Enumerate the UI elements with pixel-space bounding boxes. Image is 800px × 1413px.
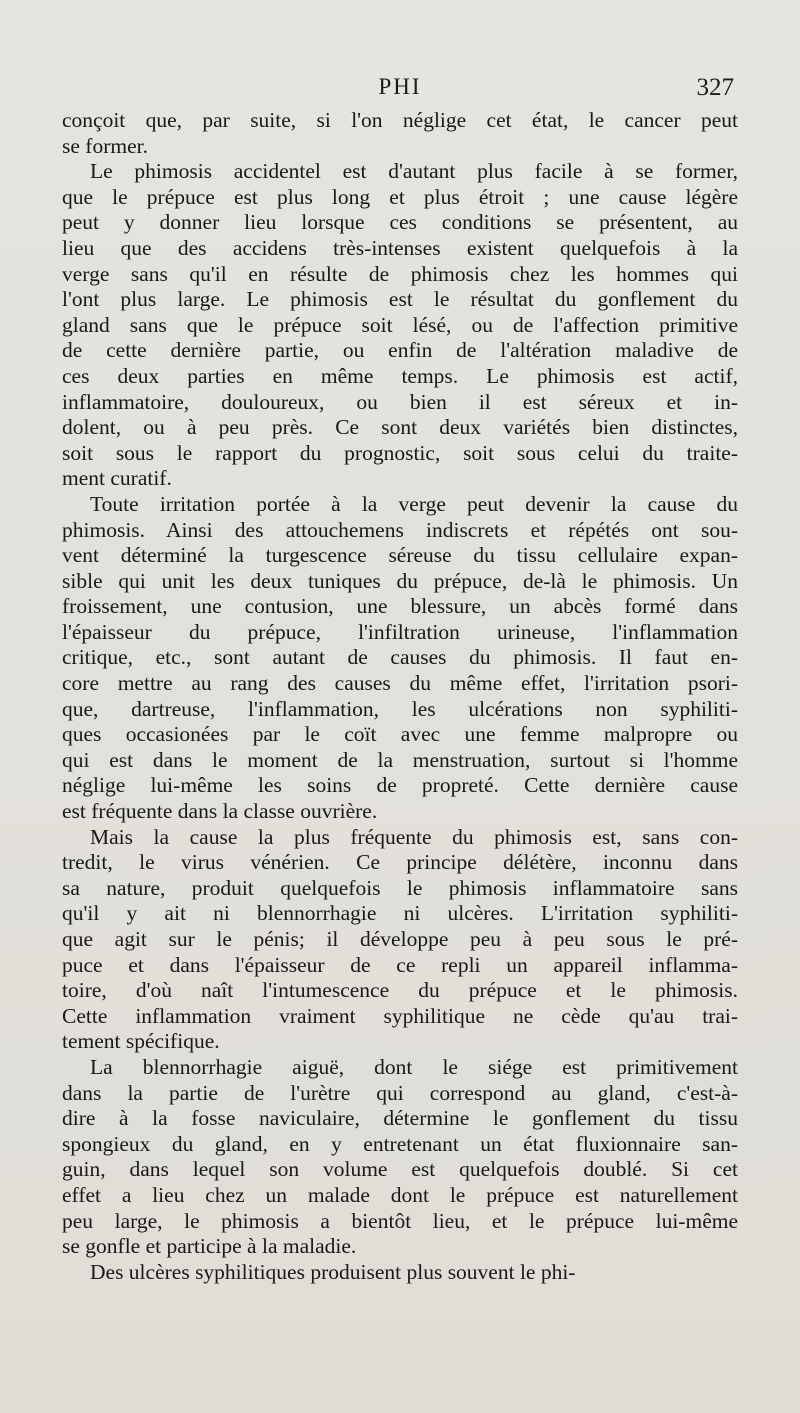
text-line: peu large, le phimosis a bientôt lieu, et le prépuce lui-même — [62, 1208, 738, 1233]
paragraph — [62, 1055, 738, 1260]
text-line: dire à la fosse naviculaire, détermine le gonflement du tissu — [62, 1106, 738, 1131]
paragraph — [62, 825, 738, 1055]
paragraph — [62, 1260, 738, 1286]
text-line: que, dartreuse, l'inflammation, les ulcérations non syphiliti- — [62, 696, 738, 721]
text-line: que agit sur le pénis; il développe peu à peu sous le pré- — [62, 927, 738, 951]
text-line: se gonfle et participe à la maladie. — [62, 1234, 357, 1259]
text-line: verge sans qu'il en résulte de phimosis chez les hommes qui — [62, 261, 738, 286]
text-line: phimosis. Ainsi des attouchemens indiscrets et répétés ont sou- — [62, 517, 738, 542]
text-line: qu'il y ait ni blennorrhagie ni ulcères. L'irritation syphiliti- — [62, 901, 738, 926]
text-line: qui est dans le moment de la menstruation, surtout si l'homme — [62, 747, 738, 772]
body-text — [62, 108, 738, 1285]
text-line: de cette dernière partie, ou enfin de l'altération maladive de — [62, 338, 738, 363]
text-line: guin, dans lequel son volume est quelquefois doublé. Si cet — [62, 1157, 738, 1182]
text-line: peut y donner lieu lorsque ces conditions se présentent, au — [62, 210, 738, 235]
text-line: dolent, ou à peu près. Ce sont deux variétés bien distinctes, — [62, 415, 738, 440]
text-line: Cette inflammation vraiment syphilitique ne cède qu'au trai- — [62, 1003, 738, 1028]
running-head: PHI — [378, 74, 422, 99]
text-line: effet a lieu chez un malade dont le prépuce est naturellement — [62, 1182, 738, 1207]
text-line: puce et dans l'épaisseur de ce repli un appareil inflamma- — [62, 952, 738, 977]
page-number: 327 — [696, 74, 734, 101]
text-line: froissement, une contusion, une blessure, un abcès formé dans — [62, 594, 738, 619]
text-line: ment curatif. — [62, 466, 172, 491]
paragraph — [62, 108, 738, 159]
text-line: Toute irritation portée à la verge peut devenir la cause du — [90, 491, 738, 516]
text-line: tredit, le virus vénérien. Ce principe délétère, inconnu dans — [62, 850, 738, 875]
text-line: inflammatoire, douloureux, ou bien il est séreux et in- — [62, 389, 738, 414]
text-line: Le phimosis accidentel est d'autant plus facile à se former, — [90, 159, 738, 184]
text-line: critique, etc., sont autant de causes du phimosis. Il faut en- — [62, 645, 738, 670]
text-line: néglige lui-même les soins de propreté. Cette dernière cause — [62, 773, 738, 798]
text-line: soit sous le rapport du prognostic, soit sous celui du traite- — [62, 440, 738, 465]
text-line: Des ulcères syphilitiques produisent plus souvent le phi- — [90, 1259, 576, 1284]
text-line: spongieux du gland, en y entretenant un état fluxionnaire san- — [62, 1131, 738, 1156]
text-line: tement spécifique. — [62, 1029, 220, 1054]
text-line: Mais la cause la plus fréquente du phimosis est, sans con- — [90, 824, 738, 849]
text-line: core mettre au rang des causes du même effet, l'irritation psori- — [62, 671, 738, 696]
text-line: toire, d'où naît l'intumescence du prépuce et le phimosis. — [62, 978, 738, 1003]
text-line: conçoit que, par suite, si l'on néglige cet état, le cancer peut — [62, 108, 738, 132]
paragraph — [62, 492, 738, 825]
paragraph — [62, 159, 738, 492]
text-line: gland sans que le prépuce soit lésé, ou de l'affection primitive — [62, 312, 738, 337]
text-line: ces deux parties en même temps. Le phimosis est actif, — [62, 363, 738, 388]
text-line: La blennorrhagie aiguë, dont le siége est primitivement — [90, 1054, 738, 1079]
text-line: l'ont plus large. Le phimosis est le résultat du gonflement du — [62, 287, 738, 312]
text-line: lieu que des accidens très-intenses existent quelquefois à la — [62, 235, 738, 260]
text-line: est fréquente dans la classe ouvrière. — [62, 799, 378, 824]
text-line: se former. — [62, 133, 148, 158]
text-line: l'épaisseur du prépuce, l'infiltration urineuse, l'inflammation — [62, 619, 738, 644]
page-header — [62, 74, 738, 110]
text-line: que le prépuce est plus long et plus étroit ; une cause légère — [62, 184, 738, 209]
text-line: vent déterminé la turgescence séreuse du tissu cellulaire expan- — [62, 543, 738, 568]
text-line: dans la partie de l'urètre qui correspond au gland, c'est-à- — [62, 1080, 738, 1105]
text-line: sa nature, produit quelquefois le phimosis inflammatoire sans — [62, 875, 738, 900]
text-line: ques occasionées par le coït avec une femme malpropre ou — [62, 722, 738, 747]
text-line: sible qui unit les deux tuniques du prépuce, de-là le phimosis. Un — [62, 568, 738, 593]
